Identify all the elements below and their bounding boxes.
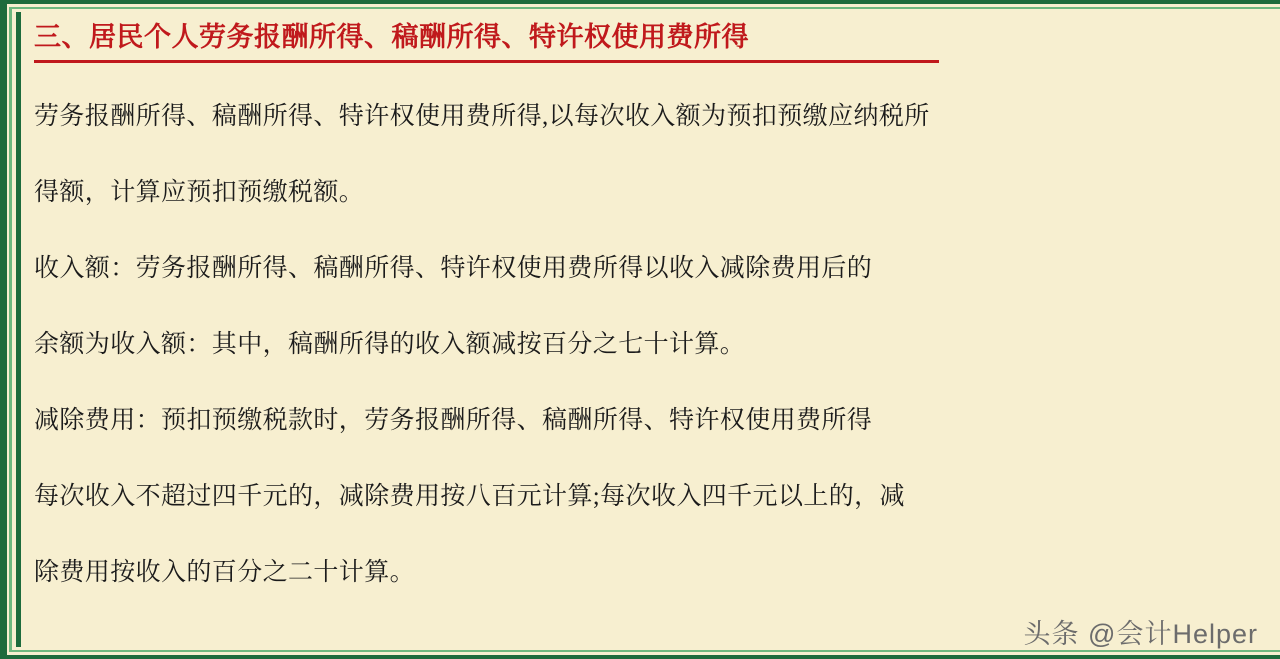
paragraph-line: 每次收入不超过四千元的，减除费用按八百元计算;每次收入四千元以上的，减 bbox=[34, 483, 905, 510]
paragraph-line: 除费用按收入的百分之二十计算。 bbox=[34, 559, 416, 586]
section-heading-underline bbox=[34, 60, 939, 63]
paragraph-line: 劳务报酬所得、稿酬所得、特许权使用费所得,以每次收入额为预扣预缴应纳税所 bbox=[34, 103, 930, 130]
watermark-text: 头条 @会计Helper bbox=[1023, 619, 1258, 649]
paragraph-line: 收入额：劳务报酬所得、稿酬所得、特许权使用费所得以收入减除费用后的 bbox=[34, 255, 873, 282]
paragraph-line: 余额为收入额：其中，稿酬所得的收入额减按百分之七十计算。 bbox=[34, 331, 746, 358]
document-body bbox=[34, 79, 1256, 611]
paragraph-line: 减除费用：预扣预缴税款时，劳务报酬所得、稿酬所得、特许权使用费所得 bbox=[34, 407, 873, 434]
document-content bbox=[34, 12, 1256, 644]
paragraph-line: 得额，计算应预扣预缴税额。 bbox=[34, 179, 365, 206]
section-heading: 三、居民个人劳务报酬所得、稿酬所得、特许权使用费所得 bbox=[34, 22, 749, 52]
